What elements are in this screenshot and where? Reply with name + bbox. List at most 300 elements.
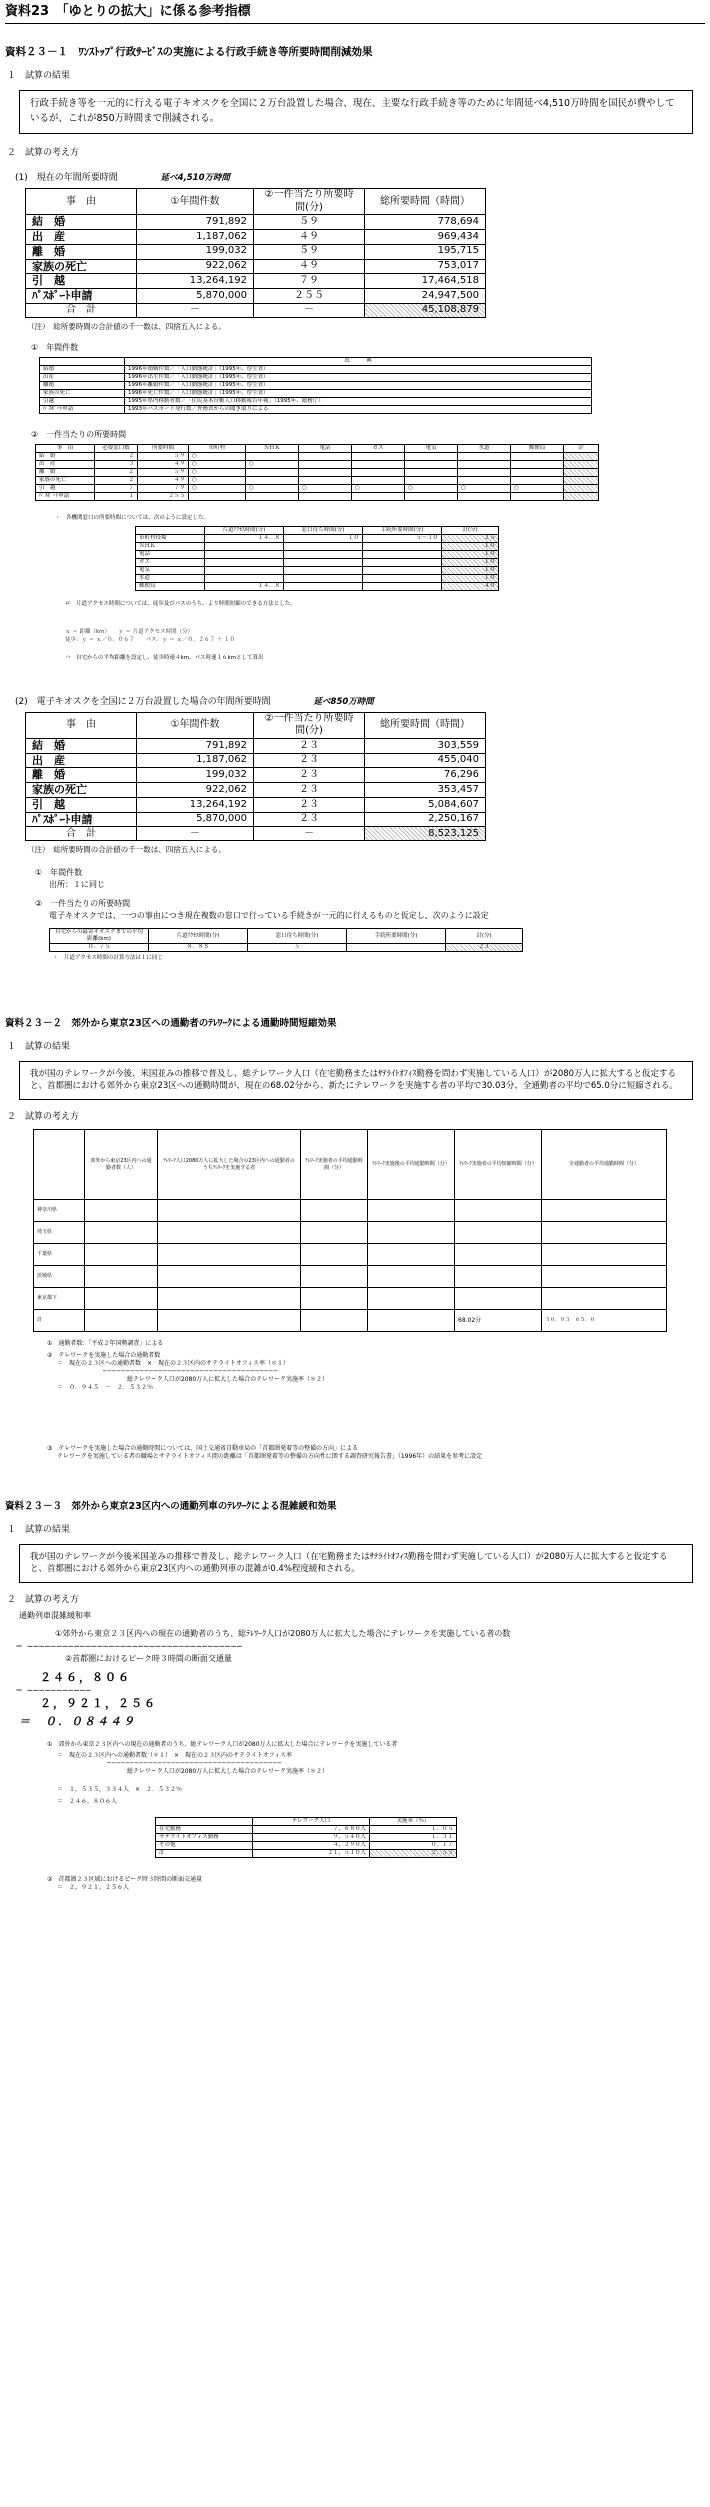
page-title: 資料23 「ゆとりの拡大」に係る参考指標 [5, 4, 251, 19]
cell: 353,457 [365, 783, 486, 798]
telework-rate-table [155, 1817, 457, 1858]
total-label: 合 計 [26, 303, 137, 317]
cell: ５９ [254, 215, 365, 230]
cell: ○ [189, 453, 246, 461]
cell: ○ [458, 485, 511, 493]
section-23-1-method-heading: ２ 試算の考え方 [7, 147, 80, 158]
avg-telework-time: ３０．０３ [545, 1317, 571, 1324]
cell [347, 944, 446, 952]
col-header: 手続所要時間(分) [347, 929, 446, 944]
note-line: 出所：１に同じ [49, 880, 105, 890]
cell [301, 1266, 368, 1288]
col-header [40, 358, 125, 366]
cell: 茨城県 [34, 1266, 85, 1288]
cell [564, 477, 599, 485]
cell: 結婚 [40, 366, 125, 374]
cross-section-notes [47, 1876, 705, 1892]
row-label: 出 産 [26, 230, 137, 245]
cell [158, 1200, 301, 1222]
cell [363, 543, 442, 551]
cell [405, 469, 458, 477]
col-header: ﾃﾚﾜｰｸ人口2080万人に拡大した場合の23区内への通勤者のうちﾃﾚﾜｰｸを実施する者 [158, 1130, 301, 1200]
col-header: 全通勤者の平均通勤時間（分） [542, 1130, 667, 1200]
table-row [40, 366, 592, 374]
cell [301, 1222, 368, 1244]
cell [405, 461, 458, 469]
kiosk-time-title: (2) 電子キオスクを全国に２万台設置した場合の年間所要時間 [15, 696, 271, 707]
cell: 753,017 [365, 259, 486, 274]
cell: 埼玉県 [34, 1222, 85, 1244]
cell [352, 477, 405, 485]
table-row [136, 551, 499, 559]
cell [363, 551, 442, 559]
col-header: 総所要時間（時間） [365, 712, 486, 738]
fraction-line: ────────────────────────────────────── [107, 1760, 283, 1768]
cell [368, 1244, 455, 1266]
col-header: 事 由 [36, 445, 95, 453]
cell: ２５ [442, 535, 499, 543]
table-row [136, 567, 499, 575]
access-note: ロ 片道アクセス時間については、徒歩及びバスのうち、より時間短縮のできる方法とした。 [65, 601, 296, 608]
cell [542, 1266, 667, 1288]
cell: ２３ [254, 783, 365, 798]
cell: 17,464,518 [365, 274, 486, 289]
col-header: 片道ｱｸｾｽ時間(分) [205, 527, 284, 535]
note-line: ＝ ０．９４５ － ２．５３２％ [57, 1384, 154, 1392]
row-label: 家族の死亡 [26, 783, 137, 798]
cell [284, 551, 363, 559]
cell: ４，２９０人 [253, 1841, 370, 1849]
cell: ９，５４０人 [253, 1833, 370, 1841]
table-row [36, 477, 599, 485]
cell: １．０５ [370, 1825, 457, 1833]
table-row [136, 575, 499, 583]
table-row [34, 1222, 667, 1244]
per-case-time-heading: ② 一件当たりの所要時間 [31, 430, 127, 440]
cell [455, 1244, 542, 1266]
cell: 1996年離婚件数／「人口動態統計」（1995年、厚生省） [125, 382, 592, 390]
cell [458, 461, 511, 469]
cell [246, 453, 299, 461]
table-row [40, 374, 592, 382]
note-line: ＝ 現在の２３区内への通勤者数（＊１） × 現在の２３区内のサテライトオフィス率 [57, 1752, 293, 1760]
table-row [26, 274, 486, 289]
cell: ○ [189, 461, 246, 469]
cell: １ [95, 493, 138, 501]
cell: 家族の死亡 [40, 390, 125, 398]
col-header: 水道 [458, 445, 511, 453]
note-line: ＝ ２，９２１，２５６人 [57, 1883, 130, 1891]
cell [352, 453, 405, 461]
cell: 24,947,500 [365, 289, 486, 304]
table-row [26, 768, 486, 783]
cell: 13,264,192 [137, 274, 254, 289]
cell: ４９ [254, 230, 365, 245]
note-line: ② 一件当たりの所要時間 [35, 898, 131, 908]
cell [458, 469, 511, 477]
congestion-notes [47, 1741, 705, 1807]
cell [564, 493, 599, 501]
col-header: テレワーク人口 [253, 1817, 370, 1825]
title-divider [5, 23, 705, 24]
note-line: ＝ １，５３５，３３４人 × ２．５３２％ [57, 1786, 183, 1794]
cell: － [137, 303, 254, 317]
table-row [136, 543, 499, 551]
note-line: ① 郊外から東京２３区内への現在の通勤者のうち、総テレワーク人口が2080万人に拡大した場合にテレワークを実施している者 [47, 1740, 398, 1748]
note-line: ① 年間件数 [35, 867, 83, 877]
cell: 計 [34, 1310, 85, 1332]
cell [511, 461, 564, 469]
cell: ○ [299, 485, 352, 493]
col-header: 実施率（％） [370, 1817, 457, 1825]
table-row [34, 1200, 667, 1222]
cell: ７，６８０人 [253, 1825, 370, 1833]
cell [511, 477, 564, 485]
cell: ２ [95, 477, 138, 485]
table-row [34, 1244, 667, 1266]
fraction-line: ＝ ───────────────────────────────────── [15, 1641, 243, 1651]
cell [158, 1310, 301, 1332]
table-row [50, 944, 523, 952]
cell: 1,187,062 [137, 753, 254, 768]
formula-result: ＝ ０．０８４４９ [19, 1715, 136, 1729]
row-label: 家族の死亡 [26, 259, 137, 274]
cell: １０ [442, 543, 499, 551]
cell: ０．１７ [370, 1841, 457, 1849]
cell [511, 469, 564, 477]
row-label: 結 婚 [26, 738, 137, 753]
cell: 計 [156, 1849, 253, 1857]
cell [85, 1310, 158, 1332]
cell [301, 1244, 368, 1266]
cell [542, 1244, 667, 1266]
table-row [36, 461, 599, 469]
cell [368, 1310, 455, 1332]
cell: ２５５ [254, 289, 365, 304]
table-row [136, 535, 499, 543]
cell: － [254, 827, 365, 841]
col-header: ﾃﾚﾜｰｸ実施後の平均通勤時間（分） [368, 1130, 455, 1200]
total-value: 8,523,125 [365, 827, 486, 841]
cell: 1996年婚姻件数／「人口動態統計」（1995年、厚生省） [125, 366, 592, 374]
cell: ７９ [254, 274, 365, 289]
cell: 離 婚 [36, 469, 95, 477]
cell: 電気 [136, 567, 205, 575]
cell: 778,694 [365, 215, 486, 230]
cell [352, 493, 405, 501]
table-row [40, 382, 592, 390]
cell [205, 575, 284, 583]
note-line: ③ テレワークを実施した場合の通勤時間については、国土交通省自動車局の「首都圏発着等の整備の方向」による [47, 1444, 359, 1452]
cell: ５９ [254, 244, 365, 259]
col-header: ①年間件数 [137, 712, 254, 738]
col-header: 電話 [299, 445, 352, 453]
cell: ２３ [254, 797, 365, 812]
note-line: 総テレワーク人口が2080万人に拡大した場合のテレワーク実施率（＊２） [127, 1768, 329, 1776]
cell: 神奈川県 [34, 1200, 85, 1222]
cell: ２ [95, 453, 138, 461]
cell [85, 1244, 158, 1266]
cell [542, 1288, 667, 1310]
col-header: 片道ｱｸｾｽ時間(分) [149, 929, 248, 944]
row-label: 離 婚 [26, 768, 137, 783]
cell: 引 越 [36, 485, 95, 493]
table-row [26, 753, 486, 768]
cell: 791,892 [137, 215, 254, 230]
cell [299, 461, 352, 469]
note-line: 総テレワーク人口が2080万人に拡大した場合のテレワーク実施率（＊２） [127, 1376, 329, 1384]
table-row [156, 1833, 457, 1841]
note-line: ＝ ２４６，８０６人 [57, 1798, 118, 1806]
table-row [156, 1841, 457, 1849]
note-line: 電子キオスクでは、一つの事由につき現在複数の窓口で行っている手続きが一元的に行えるものと仮定し、次のように設定 [49, 910, 489, 920]
office-time-table [135, 526, 499, 591]
cell [511, 453, 564, 461]
table-row [26, 289, 486, 304]
table-total-row [26, 303, 486, 317]
row-label: ﾊﾟｽﾎﾟｰﾄ申請 [26, 289, 137, 304]
cell: 1,187,062 [137, 230, 254, 245]
col-header: 自宅からの最寄キオスクまでの平均距離(km) [50, 929, 149, 944]
cell: ○ [405, 485, 458, 493]
col-header: 窓口待ち時間(分) [248, 929, 347, 944]
cell: ○ [189, 469, 246, 477]
table-row [34, 1288, 667, 1310]
row-label: 結 婚 [26, 215, 137, 230]
cell: 68.02分 [455, 1310, 542, 1332]
cell [368, 1200, 455, 1222]
cell: ７９ [138, 485, 189, 493]
table-row [40, 398, 592, 406]
cell [246, 477, 299, 485]
cell: 195,715 [365, 244, 486, 259]
cell: 791,892 [137, 738, 254, 753]
cell: 1995年県内移動者数／「住民基本台帳人口移動報告年報」（1995年、総務庁） [125, 398, 592, 406]
cell [511, 493, 564, 501]
cell [299, 493, 352, 501]
cell: 引越 [40, 398, 125, 406]
cell [564, 453, 599, 461]
cell: 2,250,167 [365, 812, 486, 827]
cell [458, 453, 511, 461]
cell [205, 543, 284, 551]
cell [246, 469, 299, 477]
telework-commute-table [33, 1129, 667, 1332]
cell: ○ [189, 485, 246, 493]
cell: 199,032 [137, 768, 254, 783]
section-23-3-result-box: 我が国のテレワークが今後米国並みの推移で普及し、総テレワーク人口（在宅勤務またはｻﾃﾗｲﾄｵﾌｨｽ勤務を問わず実施している人口）が2080万人に拡大すると仮定すると、首都圏における郊外から東京23区内への通勤列車の混雑が0.4%程度緩和される。 [19, 1544, 693, 1583]
cell: 千葉県 [34, 1244, 85, 1266]
cell: 199,032 [137, 244, 254, 259]
cell [205, 559, 284, 567]
cell [363, 575, 442, 583]
col-header: ガス [352, 445, 405, 453]
table-row [136, 559, 499, 567]
cell: １０ [442, 575, 499, 583]
cell: 1996年出生件数／「人口動態統計」（1995年、厚生省） [125, 374, 592, 382]
cell: ７ [95, 485, 138, 493]
kiosk-time-subheading [15, 697, 705, 708]
cell: 5,870,000 [137, 289, 254, 304]
current-time-table [25, 188, 486, 318]
table-row [136, 583, 499, 591]
col-header: ②一件当たり所要時間(分) [254, 712, 365, 738]
cell [299, 453, 352, 461]
cell [284, 543, 363, 551]
total-value: 45,108,879 [365, 303, 486, 317]
total-label: 合 計 [26, 827, 137, 841]
section-23-3-method-heading: ２ 試算の考え方 [7, 1594, 80, 1605]
cell: ４９ [138, 461, 189, 469]
col-header: 手続所要時間(分) [363, 527, 442, 535]
col-header: 計(分) [442, 527, 499, 535]
congestion-rate-heading: 通勤列車混雑緩和率 [19, 1610, 91, 1620]
col-header [136, 527, 205, 535]
cell [368, 1266, 455, 1288]
table-row [40, 406, 592, 414]
cell: ５９ [138, 469, 189, 477]
table-row [26, 230, 486, 245]
cell [363, 559, 442, 567]
distance-note: ｘ ＝ 距離（km） ｙ ＝ 片道アクセス時間（分） 徒歩：ｙ ＝ ｘ／０．０６７ バス：ｙ ＝ ｘ／０．２６７ ＋ １０ ハ 自宅からの平均距離を設定し、徒歩時速４km、バス時速１６kmとして算出 [65, 628, 264, 662]
telework-notes [47, 1340, 705, 1461]
cell: ４９ [254, 259, 365, 274]
cell: 922,062 [137, 783, 254, 798]
cell [352, 469, 405, 477]
col-header: 事 由 [26, 189, 137, 215]
cell [205, 551, 284, 559]
table-note: （注） 総所要時間の合計値の千一数は、四捨五入による。 [27, 321, 226, 331]
cell [455, 1266, 542, 1288]
row-label: 引 越 [26, 797, 137, 812]
section-23-2-result-box: 我が国のテレワークが今後、米国並みの推移で普及し、総テレワーク人口（在宅勤務またはｻﾃﾗｲﾄｵﾌｨｽ勤務を問わず実施している人口）が2080万人に拡大すると仮定すると、首都圏における郊外から東京23区への通勤時間が、現在の68.02分から、新たにテレワークを実施する者の平均で30.03分、全通勤者の平均で65.0分に短縮される。 [19, 1061, 693, 1100]
cell [301, 1310, 368, 1332]
cell: ５ [248, 944, 347, 952]
cell [368, 1222, 455, 1244]
formula-value-2: ２，９２１，２５６ [40, 1697, 157, 1711]
annual-count-heading: ① 年間件数 [31, 343, 79, 353]
table-row [26, 244, 486, 259]
row-label: 引 越 [26, 274, 137, 289]
col-header: 市町村 [189, 445, 246, 453]
section-23-1-result-box: 行政手続き等を一元的に行える電子キオスクを全国に２万台設置した場合、現在、主要な行政手続き等のために年間延べ4,510万時間を国民が費やしているが、これが850万時間まで削減される。 [19, 90, 693, 133]
current-time-total-label: 延べ4,510万時間 [160, 173, 231, 184]
document-page [5, 0, 705, 1892]
cell: ２ [95, 469, 138, 477]
cell: 東京都下 [34, 1288, 85, 1310]
cell [542, 1200, 667, 1222]
table-row [26, 797, 486, 812]
table-row [26, 738, 486, 753]
table-row [26, 215, 486, 230]
cell [158, 1222, 301, 1244]
cell: ４０ [442, 583, 499, 591]
cell [564, 461, 599, 469]
cell [299, 469, 352, 477]
cell: サテライトオフィス勤務 [156, 1833, 253, 1841]
note-line: ① 通勤者数：「平成２年国勢調査」による [47, 1340, 164, 1347]
table-row [156, 1825, 457, 1833]
per-case-time-table [35, 444, 599, 501]
cell: 在宅勤務 [156, 1825, 253, 1833]
kiosk-time-total-label: 延べ850万時間 [313, 696, 374, 707]
cell: 電話 [136, 551, 205, 559]
cell: ５～３０ [363, 535, 442, 543]
cell: ﾊﾟｽﾎﾟｰﾄ申請 [36, 493, 95, 501]
cell [284, 583, 363, 591]
cell [363, 583, 442, 591]
section-23-2-result-heading: １ 試算の結果 [7, 1041, 71, 1052]
section-23-2-heading: 資料２３－２ 郊外から東京23区への通勤者のﾃﾚﾜｰｸによる通勤時間短縮効果 [5, 1018, 337, 1029]
col-header: ﾃﾚﾜｰｸ実施者の平均短縮時間（分） [455, 1130, 542, 1200]
cell: 出 産 [36, 461, 95, 469]
table-row [34, 1266, 667, 1288]
access-method-note: ・ 片道アクセス時間の計算方法は１に同じ [53, 955, 163, 962]
cell: 出産 [40, 374, 125, 382]
cell [455, 1222, 542, 1244]
cell: 結 婚 [36, 453, 95, 461]
cell [158, 1288, 301, 1310]
cell: ２．５３ [370, 1849, 457, 1857]
kiosk-time-table [25, 712, 486, 842]
fraction-line: ────────────────────────────────────── [103, 1368, 279, 1376]
cell: 5,870,000 [137, 812, 254, 827]
cell: １０ [284, 535, 363, 543]
cell [284, 567, 363, 575]
cell: 922,062 [137, 259, 254, 274]
col-header [156, 1817, 253, 1825]
cell: 13,264,192 [137, 797, 254, 812]
note-line: ② 首都圏２３区域におけるピーク時３時間の断面交通量 [47, 1875, 203, 1883]
table-row [36, 493, 599, 501]
kiosk-notes [35, 867, 705, 923]
cell [363, 567, 442, 575]
section-23-1-heading: 資料２３－１ ﾜﾝｽﾄｯﾌﾟ行政ｻｰﾋﾞｽの実施による行政手続き等所要時間削減効果 [5, 46, 373, 58]
col-header: ﾃﾚﾜｰｸ実施者の平均通勤時間（分） [301, 1130, 368, 1200]
table-row [26, 812, 486, 827]
cell [458, 493, 511, 501]
section-23-1-result-heading: １ 試算の結果 [7, 71, 71, 82]
cell: 76,296 [365, 768, 486, 783]
cell [542, 1310, 667, 1332]
annual-count-source-table [39, 357, 592, 414]
table-row [36, 453, 599, 461]
cell: ○ [352, 485, 405, 493]
cell [284, 575, 363, 583]
cell: 303,559 [365, 738, 486, 753]
cell: ○ [189, 477, 246, 485]
cell: ２１，５１０人 [253, 1849, 370, 1857]
current-time-title: (1) 現在の年間所要時間 [15, 173, 118, 184]
cell [85, 1288, 158, 1310]
formula-numerator: ①郊外から東京２３区内への現在の通勤者のうち、総ﾃﾚﾜｰｸ人口が2080万人に拡大した場合にテレワークを実施している者の数 [55, 1629, 511, 1639]
cell [405, 453, 458, 461]
note-line: ② テレワークを実施した場合の通勤者数 [47, 1352, 161, 1360]
cell [542, 1222, 667, 1244]
col-header: 所要時間 [138, 445, 189, 453]
cell: ＮＨＫ [136, 543, 205, 551]
cell [455, 1288, 542, 1310]
formula-denominator: ②首都圏におけるピーク時３時間の断面交通量 [65, 1653, 232, 1663]
per-case-note: ・ 各機関窓口の所要時間については、次のように設定した。 [55, 515, 209, 522]
cell: ５９ [138, 453, 189, 461]
cell [85, 1200, 158, 1222]
cell: ８．８８ [149, 944, 248, 952]
row-label: 離 婚 [26, 244, 137, 259]
cell: ４９ [138, 477, 189, 485]
col-header: ①年間件数 [137, 189, 254, 215]
col-header: 計(分) [446, 929, 523, 944]
